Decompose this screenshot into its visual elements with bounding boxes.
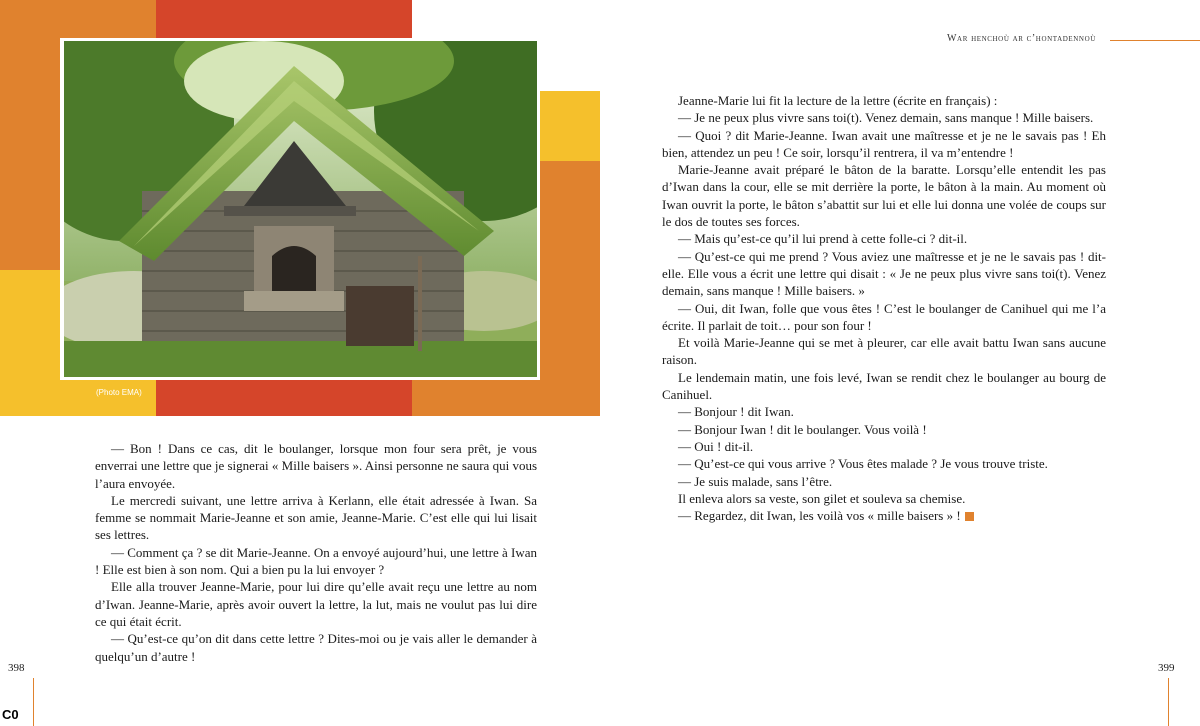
decor-yellow-block-right: [539, 91, 600, 161]
paragraph: Le lendemain matin, une fois levé, Iwan se rendit chez le boulanger au bourg de Canihuel.: [662, 369, 1106, 403]
decor-orange-block-bottom: [412, 378, 600, 416]
paragraph: Il enleva alors sa veste, son gilet et souleva sa chemise.: [678, 490, 966, 506]
paragraph: — Comment ça ? se dit Marie-Jeanne. On a envoyé aujourd’hui, une lettre à Iwan ! Elle est bien à son nom. Qui a bien pu la lui envoyer ?: [95, 544, 537, 578]
header-rule: [1110, 40, 1200, 41]
paragraph: Jeanne-Marie lui fit la lecture de la lettre (écrite en français) :: [678, 93, 998, 108]
margin-rule-right: [1168, 678, 1169, 726]
end-of-story-mark-icon: [965, 512, 974, 521]
paragraph: — Qu’est-ce qui vous arrive ? Vous êtes malade ? Je vous trouve triste.: [678, 456, 1048, 472]
paragraph: — Je suis malade, sans l’être.: [678, 473, 833, 489]
last-line-text: — Regardez, dit Iwan, les voilà vos « mille baisers » !: [678, 508, 961, 524]
paragraph: — Qu’est-ce qu’on dit dans cette lettre ? Dites-moi ou je vais aller le demander à quelqu’un d’autre !: [95, 631, 537, 664]
print-mark: C0: [2, 707, 19, 722]
paragraph: — Mais qu’est-ce qu’il lui prend à cette folle-ci ? dit-il.: [678, 231, 968, 247]
decor-orange-block-right: [539, 161, 600, 378]
paragraph: — Je ne peux plus vivre sans toi(t). Venez demain, sans manque ! Mille baisers.: [678, 110, 1094, 126]
right-page-text: [662, 92, 1106, 524]
decor-red-block-bottom: [156, 378, 412, 416]
running-header: War henchoù ar c’hontadennoù: [947, 33, 1096, 44]
paragraph: — Bon ! Dans ce cas, dit le boulanger, lorsque mon four sera prêt, je vous enverrai une lettre que je signerai « Mille baisers ». Ainsi personne ne saura qui vous l’aura envoyée.: [95, 441, 537, 491]
paragraph: — Qu’est-ce qui me prend ? Vous aviez une maîtresse et je ne le savais pas ! dit-elle. Elle vous a écrit une lettre qui disait : « Je ne peux plus vivre sans toi(t). Venez demain, sans manque ! Mille baisers. »: [662, 248, 1106, 299]
photo-caption: (Photo EMA): [96, 388, 142, 397]
decor-yellow-block-bottom: [62, 378, 156, 416]
paragraph: Le mercredi suivant, une lettre arriva à Kerlann, elle était adressée à Iwan. Sa femme se nommait Marie-Jeanne et son amie, Jeanne-Marie. C’est elle qui lui lisait ses lettres.: [95, 492, 537, 543]
paragraph: — Bonjour Iwan ! dit le boulanger. Vous voilà !: [678, 421, 927, 437]
page-number-left: 398: [8, 662, 25, 674]
paragraph: — Bonjour ! dit Iwan.: [678, 404, 794, 420]
paragraph: Et voilà Marie-Jeanne qui se met à pleurer, car elle avait battu Iwan sans aucune raison.: [662, 335, 1106, 368]
margin-rule-left: [33, 678, 34, 726]
decor-red-block-top: [156, 0, 412, 40]
page-number-right: 399: [1158, 662, 1175, 674]
paragraph-last: [662, 507, 1106, 524]
paragraph: — Oui, dit Iwan, folle que vous êtes ! C’est le boulanger de Canihuel qui me l’a écrite. Il parlait de toit… pour son four !: [662, 300, 1106, 333]
paragraph: Marie-Jeanne avait préparé le bâton de la baratte. Lorsqu’elle entendit les pas d’Iwan dans la cour, elle se mit derrière la porte, le bâton à la main. Au moment où Iwan ouvrit la porte, le bâton s’abattit sur lui et elle lui donna une volée de coups sur le dos de toutes ses forces.: [662, 162, 1106, 230]
left-page-text: [95, 440, 537, 665]
paragraph: — Quoi ? dit Marie-Jeanne. Iwan avait une maîtresse et je ne le savais pas ! Eh bien, attendez un peu ! Ce soir, lorsqu’il rentrera, il va m’entendre !: [662, 127, 1106, 160]
decor-yellow-block-left: [0, 270, 62, 416]
paragraph: Elle alla trouver Jeanne-Marie, pour lui dire qu’elle avait reçu une lettre au nom d’Iwan. Jeanne-Marie, après avoir ouvert la lettre, la lut, mais ne voulut pas lui dire ce qui était écrit.: [95, 579, 537, 629]
bread-oven-photo: [64, 41, 537, 377]
paragraph: — Oui ! dit-il.: [678, 438, 754, 454]
